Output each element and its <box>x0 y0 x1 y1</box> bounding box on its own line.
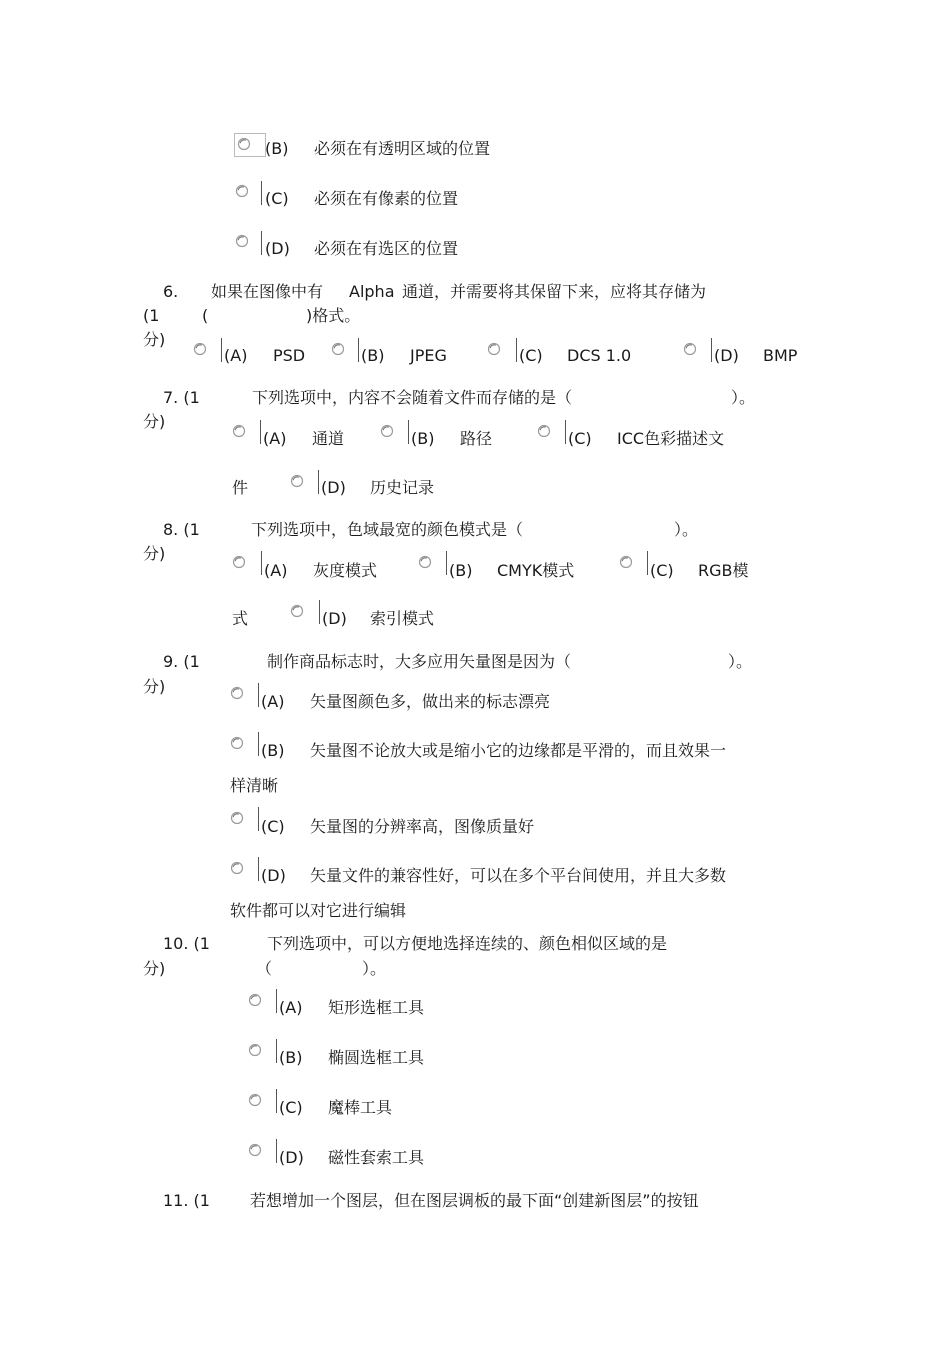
q6-radio-a[interactable] <box>193 342 207 356</box>
q6-option-d-letter: (D) <box>714 346 739 365</box>
q5-option-c-text: 必须在有像素的位置 <box>314 189 459 208</box>
radio-circle-icon <box>248 1043 262 1057</box>
q6-paren-open: ( <box>202 306 209 325</box>
radio-circle-icon <box>380 424 394 438</box>
q10-text: 下列选项中，可以方便地选择连续的、颜色相似区域的是 <box>267 934 668 953</box>
radio-circle-icon <box>230 811 244 825</box>
q9-paren-close: ）。 <box>728 652 753 671</box>
radio-circle-icon <box>290 604 304 618</box>
q8-option-b-text: CMYK模式 <box>497 561 575 580</box>
q6-option-b-text: JPEG <box>410 346 447 365</box>
q7-radio-d[interactable] <box>290 474 304 488</box>
radio-circle-icon <box>418 555 432 569</box>
q8-option-c-letter: (C) <box>650 561 674 580</box>
radio-circle-icon <box>248 993 262 1007</box>
radio-circle-icon <box>235 234 249 248</box>
radio-circle-icon <box>230 861 244 875</box>
q9-radio-b[interactable] <box>230 736 244 750</box>
option-divider <box>261 181 262 205</box>
q6-option-a-letter: (A) <box>224 346 248 365</box>
q6-option-c-letter: (C) <box>519 346 543 365</box>
radio-circle-icon <box>232 555 246 569</box>
q6-paren-close: )格式。 <box>306 306 361 325</box>
radio-circle-icon <box>235 184 249 198</box>
option-divider <box>258 807 259 831</box>
q9-option-a-letter: (A) <box>261 692 285 711</box>
q8-option-c-wrap: 式 <box>232 609 249 628</box>
q8-option-b-letter: (B) <box>449 561 473 580</box>
q9-text: 制作商品标志时，大多应用矢量图是因为（ <box>267 652 572 671</box>
q9-radio-a[interactable] <box>230 686 244 700</box>
q6-score: (1 <box>143 306 160 325</box>
radio-circle-icon <box>193 342 207 356</box>
q7-number: 7. (1 <box>163 388 200 407</box>
q6-number: 6. <box>163 282 179 301</box>
q8-option-a-letter: (A) <box>264 561 288 580</box>
q10-option-d-letter: (D) <box>279 1148 304 1167</box>
q7-option-a-letter: (A) <box>263 429 287 448</box>
q6-text-alpha: Alpha <box>349 282 395 301</box>
option-divider <box>647 551 648 575</box>
q7-score-unit: 分) <box>143 412 166 431</box>
q6-radio-d[interactable] <box>683 342 697 356</box>
q8-option-a-text: 灰度模式 <box>313 561 378 580</box>
radio-circle-icon <box>237 137 251 151</box>
option-divider <box>276 1089 277 1113</box>
q9-option-d-wrap: 软件都可以对它进行编辑 <box>230 901 407 920</box>
q10-option-b-text: 椭圆选框工具 <box>328 1048 425 1067</box>
q10-radio-b[interactable] <box>248 1043 262 1057</box>
q5-option-d-letter: (D) <box>265 239 290 258</box>
q9-option-c-text: 矢量图的分辨率高，图像质量好 <box>310 817 535 836</box>
option-divider <box>261 231 262 255</box>
q9-option-d-letter: (D) <box>261 866 286 885</box>
q6-option-d-text: BMP <box>763 346 798 365</box>
q5-radio-d[interactable] <box>235 234 249 248</box>
option-divider <box>318 470 319 494</box>
q7-paren-close: ）。 <box>731 388 756 407</box>
q8-radio-c[interactable] <box>619 555 633 569</box>
q8-option-c-text: RGB模 <box>698 561 749 580</box>
q9-number: 9. (1 <box>163 652 200 671</box>
q10-option-a-text: 矩形选框工具 <box>328 998 425 1017</box>
option-divider <box>260 420 261 444</box>
option-divider <box>358 338 359 362</box>
radio-circle-icon <box>619 555 633 569</box>
q10-radio-d[interactable] <box>248 1143 262 1157</box>
q7-option-c-text: ICC色彩描述文 <box>617 429 725 448</box>
q6-option-b-letter: (B) <box>361 346 385 365</box>
option-divider <box>261 551 262 575</box>
q9-option-b-wrap: 样清晰 <box>230 776 279 795</box>
q7-radio-b[interactable] <box>380 424 394 438</box>
option-divider <box>565 420 566 444</box>
q6-radio-b[interactable] <box>331 342 345 356</box>
q6-option-a-text: PSD <box>273 346 306 365</box>
q10-paren-close: ）。 <box>362 959 387 978</box>
q8-paren-close: ）。 <box>674 520 699 539</box>
q8-score-unit: 分) <box>143 544 166 563</box>
option-divider <box>276 1139 277 1163</box>
q8-text: 下列选项中，色域最宽的颜色模式是（ <box>251 520 524 539</box>
q10-option-b-letter: (B) <box>279 1048 303 1067</box>
option-divider <box>258 683 259 707</box>
radio-circle-icon <box>230 736 244 750</box>
q9-option-c-letter: (C) <box>261 817 285 836</box>
option-divider <box>408 420 409 444</box>
q7-option-d-letter: (D) <box>321 478 346 497</box>
radio-circle-icon <box>230 686 244 700</box>
q6-text-2: 通道，并需要将其保留下来，应将其存储为 <box>402 282 707 301</box>
q10-score-unit: 分) <box>143 959 166 978</box>
radio-circle-icon <box>537 424 551 438</box>
q5-radio-b[interactable] <box>237 137 251 151</box>
q8-option-d-text: 索引模式 <box>370 609 435 628</box>
q5-option-c-letter: (C) <box>265 189 289 208</box>
q10-option-c-letter: (C) <box>279 1098 303 1117</box>
q7-option-b-letter: (B) <box>411 429 435 448</box>
option-divider <box>258 732 259 756</box>
q7-option-b-text: 路径 <box>460 429 493 448</box>
q5-option-b-letter: (B) <box>265 139 289 158</box>
q7-radio-a[interactable] <box>232 424 246 438</box>
q7-option-c-wrap: 件 <box>232 478 249 497</box>
option-divider <box>258 857 259 881</box>
q8-radio-d[interactable] <box>290 604 304 618</box>
radio-circle-icon <box>683 342 697 356</box>
q6-text: 如果在图像中有 <box>211 282 324 301</box>
q7-option-a-text: 通道 <box>312 429 345 448</box>
option-divider <box>711 338 712 362</box>
q11-number: 11. (1 <box>163 1191 210 1210</box>
radio-circle-icon <box>248 1093 262 1107</box>
q10-option-c-text: 魔棒工具 <box>328 1098 393 1117</box>
option-divider <box>319 600 320 624</box>
radio-circle-icon <box>487 342 501 356</box>
q5-option-d-text: 必须在有选区的位置 <box>314 239 459 258</box>
option-divider <box>276 1039 277 1063</box>
q10-number: 10. (1 <box>163 934 210 953</box>
q7-radio-c[interactable] <box>537 424 551 438</box>
q9-radio-d[interactable] <box>230 861 244 875</box>
q9-score-unit: 分) <box>143 677 166 696</box>
q10-radio-c[interactable] <box>248 1093 262 1107</box>
q7-option-d-text: 历史记录 <box>370 478 435 497</box>
q7-text: 下列选项中，内容不会随着文件而存储的是（ <box>252 388 573 407</box>
q9-option-d-text: 矢量文件的兼容性好，可以在多个平台间使用，并且大多数 <box>310 866 727 885</box>
radio-circle-icon <box>290 474 304 488</box>
q8-number: 8. (1 <box>163 520 200 539</box>
q8-option-d-letter: (D) <box>322 609 347 628</box>
option-divider <box>516 338 517 362</box>
q11-text: 若想增加一个图层，但在图层调板的最下面“创建新图层”的按钮 <box>250 1191 699 1210</box>
radio-circle-icon <box>248 1143 262 1157</box>
q8-radio-a[interactable] <box>232 555 246 569</box>
q5-radio-c[interactable] <box>235 184 249 198</box>
q9-option-a-text: 矢量图颜色多，做出来的标志漂亮 <box>310 692 551 711</box>
q9-radio-c[interactable] <box>230 811 244 825</box>
option-divider <box>446 551 447 575</box>
q8-radio-b[interactable] <box>418 555 432 569</box>
q10-option-a-letter: (A) <box>279 998 303 1017</box>
q6-radio-c[interactable] <box>487 342 501 356</box>
radio-circle-icon <box>331 342 345 356</box>
option-divider <box>221 338 222 362</box>
q10-paren-open: （ <box>256 959 273 978</box>
radio-circle-icon <box>232 424 246 438</box>
q6-option-c-text: DCS 1.0 <box>567 346 632 365</box>
option-divider <box>276 989 277 1013</box>
q9-option-b-text: 矢量图不论放大或是缩小它的边缘都是平滑的，而且效果一 <box>310 741 727 760</box>
q9-option-b-letter: (B) <box>261 741 285 760</box>
q10-radio-a[interactable] <box>248 993 262 1007</box>
q10-option-d-text: 磁性套索工具 <box>328 1148 425 1167</box>
q6-score-unit: 分) <box>143 330 166 349</box>
q7-option-c-letter: (C) <box>568 429 592 448</box>
q5-option-b-text: 必须在有透明区域的位置 <box>314 139 491 158</box>
